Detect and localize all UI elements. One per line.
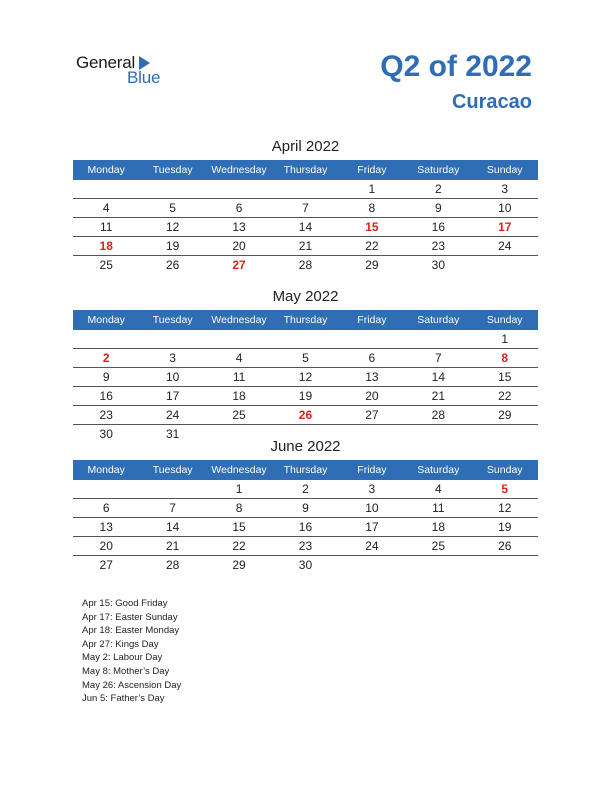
empty-day-cell xyxy=(272,330,338,348)
weekday-label: Friday xyxy=(357,464,387,476)
day-cell: 11 xyxy=(432,501,445,515)
week-row xyxy=(73,499,538,518)
day-cell: 30 xyxy=(99,427,113,441)
day-cell: 26 xyxy=(165,258,180,272)
week-row xyxy=(73,180,538,199)
day-cell: 7 xyxy=(169,501,176,515)
day-cell: 22 xyxy=(365,239,379,253)
day-cell: 29 xyxy=(498,408,512,422)
week-row xyxy=(73,330,538,349)
empty-day-cell xyxy=(472,556,538,574)
day-cell: 19 xyxy=(498,520,512,534)
empty-day-cell xyxy=(405,556,471,574)
weekday-label: Tuesday xyxy=(152,314,193,326)
day-cell: 24 xyxy=(498,239,512,253)
weekday-label: Saturday xyxy=(417,464,460,476)
empty-day-cell xyxy=(73,480,139,498)
week-row xyxy=(73,237,538,256)
empty-day-cell xyxy=(139,180,205,198)
month-june xyxy=(73,436,538,574)
empty-day-cell xyxy=(339,556,405,574)
day-cell: 23 xyxy=(99,408,113,422)
day-cell: 5 xyxy=(169,201,176,215)
holiday-note: Apr 17: Easter Sunday xyxy=(82,611,178,623)
weekday-label: Monday xyxy=(87,314,125,326)
day-cell: 28 xyxy=(431,408,445,422)
empty-day-cell xyxy=(206,180,272,198)
weekday-header xyxy=(73,310,538,330)
day-cell: 17 xyxy=(165,389,180,403)
week-row xyxy=(73,256,538,274)
holiday-note: Apr 15: Good Friday xyxy=(82,598,168,609)
day-cell: 20 xyxy=(232,239,246,253)
weekday-label: Sunday xyxy=(486,314,523,326)
day-cell: 14 xyxy=(298,220,313,234)
day-cell: 31 xyxy=(165,427,180,441)
day-cell: 3 xyxy=(501,182,509,196)
day-cell: 9 xyxy=(302,501,309,515)
logo-text-general: General xyxy=(76,53,136,72)
day-cell: 26 xyxy=(298,408,313,422)
day-cell: 3 xyxy=(169,351,176,365)
day-cell: 11 xyxy=(99,220,113,234)
weekday-label: Thursday xyxy=(283,314,328,326)
holiday-note: May 8: Mother’s Day xyxy=(82,665,170,677)
quarter-title: Q2 of 2022 xyxy=(380,50,532,83)
weekday-label: Saturday xyxy=(417,314,460,326)
day-cell: 12 xyxy=(165,220,180,234)
weekday-label: Thursday xyxy=(283,464,328,476)
week-row xyxy=(73,199,538,218)
day-cell: 16 xyxy=(99,389,113,403)
month-may xyxy=(73,286,538,443)
day-cell: 27 xyxy=(99,558,113,572)
weekday-header xyxy=(73,460,538,480)
day-cell: 2 xyxy=(102,351,110,365)
day-cell: 22 xyxy=(232,539,246,553)
day-cell: 20 xyxy=(365,389,379,403)
day-cell: 23 xyxy=(431,239,445,253)
month-grid xyxy=(73,480,538,574)
day-cell: 1 xyxy=(368,182,376,196)
weekday-header xyxy=(73,160,538,180)
holiday-note: May 26: Ascension Day xyxy=(82,679,182,691)
week-row xyxy=(73,556,538,574)
empty-day-cell xyxy=(339,330,405,348)
day-cell: 3 xyxy=(368,482,376,496)
weekday-label: Thursday xyxy=(283,164,328,176)
day-cell: 29 xyxy=(232,558,246,572)
day-cell: 30 xyxy=(431,258,445,272)
day-cell: 24 xyxy=(165,408,180,422)
week-row xyxy=(73,406,538,425)
month-grid xyxy=(73,180,538,274)
day-cell: 4 xyxy=(434,482,442,496)
day-cell: 23 xyxy=(298,539,313,553)
empty-day-cell xyxy=(472,256,538,274)
empty-day-cell xyxy=(73,180,139,198)
weekday-label: Wednesday xyxy=(211,164,267,176)
generalblue-logo xyxy=(76,53,196,89)
weekday-label: Saturday xyxy=(417,164,460,176)
week-row xyxy=(73,368,538,387)
day-cell: 21 xyxy=(431,389,445,403)
holiday-note: Apr 27: Kings Day xyxy=(82,638,159,650)
day-cell: 29 xyxy=(365,258,379,272)
day-cell: 1 xyxy=(235,482,243,496)
day-cell: 27 xyxy=(365,408,379,422)
day-cell: 7 xyxy=(302,201,309,215)
day-cell: 7 xyxy=(434,351,442,365)
weekday-label: Friday xyxy=(357,164,387,176)
month-title: April 2022 xyxy=(271,138,340,155)
day-cell: 10 xyxy=(498,201,512,215)
day-cell: 12 xyxy=(298,370,313,384)
empty-day-cell xyxy=(73,330,139,348)
day-cell: 5 xyxy=(302,351,309,365)
weekday-label: Sunday xyxy=(486,164,523,176)
day-cell: 14 xyxy=(431,370,445,384)
month-april xyxy=(73,136,538,274)
day-cell: 18 xyxy=(431,520,445,534)
day-cell: 6 xyxy=(235,201,243,215)
day-cell: 15 xyxy=(365,220,379,234)
weekday-label: Wednesday xyxy=(211,464,267,476)
weekday-label: Monday xyxy=(87,164,125,176)
day-cell: 13 xyxy=(232,220,246,234)
week-row xyxy=(73,537,538,556)
day-cell: 6 xyxy=(368,351,376,365)
day-cell: 26 xyxy=(498,539,512,553)
day-cell: 2 xyxy=(302,482,309,496)
day-cell: 16 xyxy=(298,520,313,534)
weekday-label: Tuesday xyxy=(152,164,193,176)
week-row xyxy=(73,518,538,537)
day-cell: 10 xyxy=(365,501,379,515)
day-cell: 4 xyxy=(102,201,110,215)
day-cell: 15 xyxy=(232,520,246,534)
week-row xyxy=(73,349,538,368)
day-cell: 19 xyxy=(165,239,180,253)
day-cell: 2 xyxy=(434,182,442,196)
weekday-label: Tuesday xyxy=(152,464,193,476)
holiday-list xyxy=(82,597,181,706)
empty-day-cell xyxy=(139,480,205,498)
day-cell: 1 xyxy=(501,332,509,346)
day-cell: 16 xyxy=(431,220,445,234)
day-cell: 28 xyxy=(165,558,180,572)
day-cell: 17 xyxy=(365,520,379,534)
day-cell: 24 xyxy=(365,539,379,553)
day-cell: 17 xyxy=(498,220,512,234)
holiday-note: Apr 18: Easter Monday xyxy=(82,625,180,637)
day-cell: 5 xyxy=(501,482,509,496)
month-grid xyxy=(73,330,538,443)
holiday-note: Jun 5: Father’s Day xyxy=(82,693,165,705)
month-title: June 2022 xyxy=(270,438,341,455)
day-cell: 10 xyxy=(165,370,180,384)
day-cell: 9 xyxy=(102,370,110,384)
empty-day-cell xyxy=(139,330,205,348)
day-cell: 13 xyxy=(365,370,379,384)
weekday-label: Friday xyxy=(357,314,387,326)
empty-day-cell xyxy=(405,330,471,348)
day-cell: 12 xyxy=(498,501,512,515)
day-cell: 28 xyxy=(298,258,313,272)
weekday-label: Wednesday xyxy=(211,314,267,326)
day-cell: 21 xyxy=(298,239,313,253)
day-cell: 15 xyxy=(498,370,512,384)
holiday-note: May 2: Labour Day xyxy=(82,652,163,664)
day-cell: 14 xyxy=(165,520,180,534)
empty-day-cell xyxy=(206,330,272,348)
day-cell: 9 xyxy=(434,201,442,215)
day-cell: 25 xyxy=(232,408,246,422)
day-cell: 8 xyxy=(501,351,509,365)
day-cell: 21 xyxy=(165,539,180,553)
day-cell: 11 xyxy=(232,370,246,384)
day-cell: 18 xyxy=(232,389,246,403)
weekday-label: Monday xyxy=(87,464,125,476)
day-cell: 20 xyxy=(99,539,113,553)
logo-text-blue: Blue xyxy=(127,68,161,87)
day-cell: 13 xyxy=(99,520,113,534)
empty-day-cell xyxy=(272,180,338,198)
day-cell: 25 xyxy=(431,539,445,553)
day-cell: 27 xyxy=(232,258,246,272)
country-name: Curacao xyxy=(451,91,532,113)
month-title: May 2022 xyxy=(272,288,339,305)
day-cell: 8 xyxy=(235,501,243,515)
day-cell: 22 xyxy=(498,389,512,403)
week-row xyxy=(73,218,538,237)
weekday-label: Sunday xyxy=(486,464,523,476)
day-cell: 8 xyxy=(368,201,376,215)
day-cell: 18 xyxy=(99,239,113,253)
day-cell: 4 xyxy=(235,351,243,365)
day-cell: 19 xyxy=(298,389,313,403)
week-row xyxy=(73,387,538,406)
week-row xyxy=(73,480,538,499)
day-cell: 25 xyxy=(99,258,113,272)
day-cell: 6 xyxy=(102,501,110,515)
day-cell: 30 xyxy=(298,558,313,572)
